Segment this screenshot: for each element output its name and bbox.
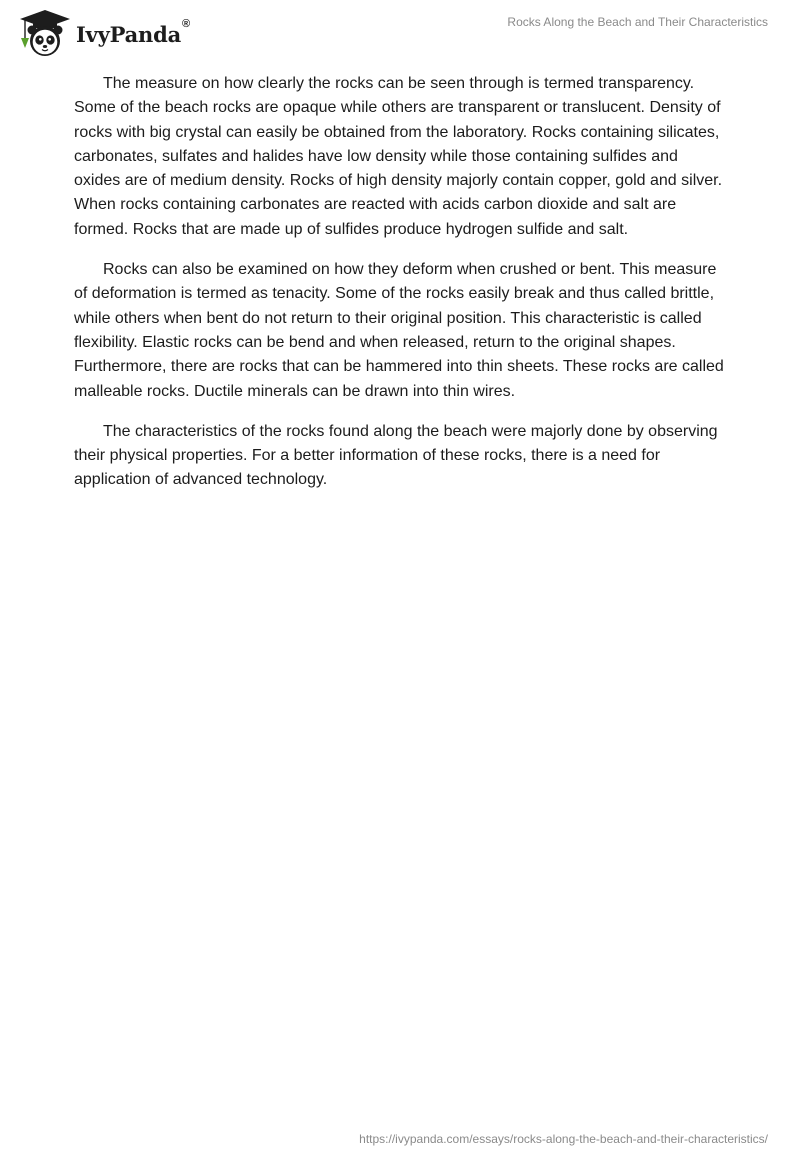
paragraph: The measure on how clearly the rocks can be seen through is termed transparency. Some of the beach rocks are opaque while others are transparent or translucent. Density of rocks with big crystal can easily be obtained from the laboratory. Rocks containing silicates, carbonates, sulfates and halides have low density while those containing sulfides and oxides are of medium density. Rocks of high density majorly contain copper, gold and silver. When rocks containing carbonates are reacted with acids carbon dioxide and salt are formed. Rocks that are made up of sulfides produce hydrogen sulfide and salt. bbox=[74, 75, 723, 238]
paragraph: The characteristics of the rocks found along the beach were majorly done by observing their physical properties. For a better information of these rocks, there is a need for application of advanced technology. bbox=[74, 422, 718, 489]
brand-name: IvyPanda® bbox=[76, 17, 190, 47]
registered-mark: ® bbox=[182, 17, 190, 30]
brand-logo[interactable] bbox=[16, 8, 190, 58]
paragraph: Rocks can also be examined on how they deform when crushed or bent. This measure of deformation is termed as tenacity. Some of the rocks easily break and thus called brittle, while others when bent do not return to their original position. This characteristic is called flexibility. Elastic rocks can be bend and when released, return to the original shapes. Furthermore, there are rocks that can be hammered into thin sheets. These rocks are called malleable rocks. Ductile minerals can be drawn into thin wires. bbox=[74, 261, 724, 400]
panda-graduation-cap-icon bbox=[16, 8, 74, 58]
essay-body bbox=[74, 72, 726, 509]
page-header bbox=[0, 0, 800, 64]
document-title: Rocks Along the Beach and Their Characteristics bbox=[507, 15, 768, 29]
source-url-link[interactable]: https://ivypanda.com/essays/rocks-along-the-beach-and-their-characteristics/ bbox=[359, 1132, 768, 1146]
